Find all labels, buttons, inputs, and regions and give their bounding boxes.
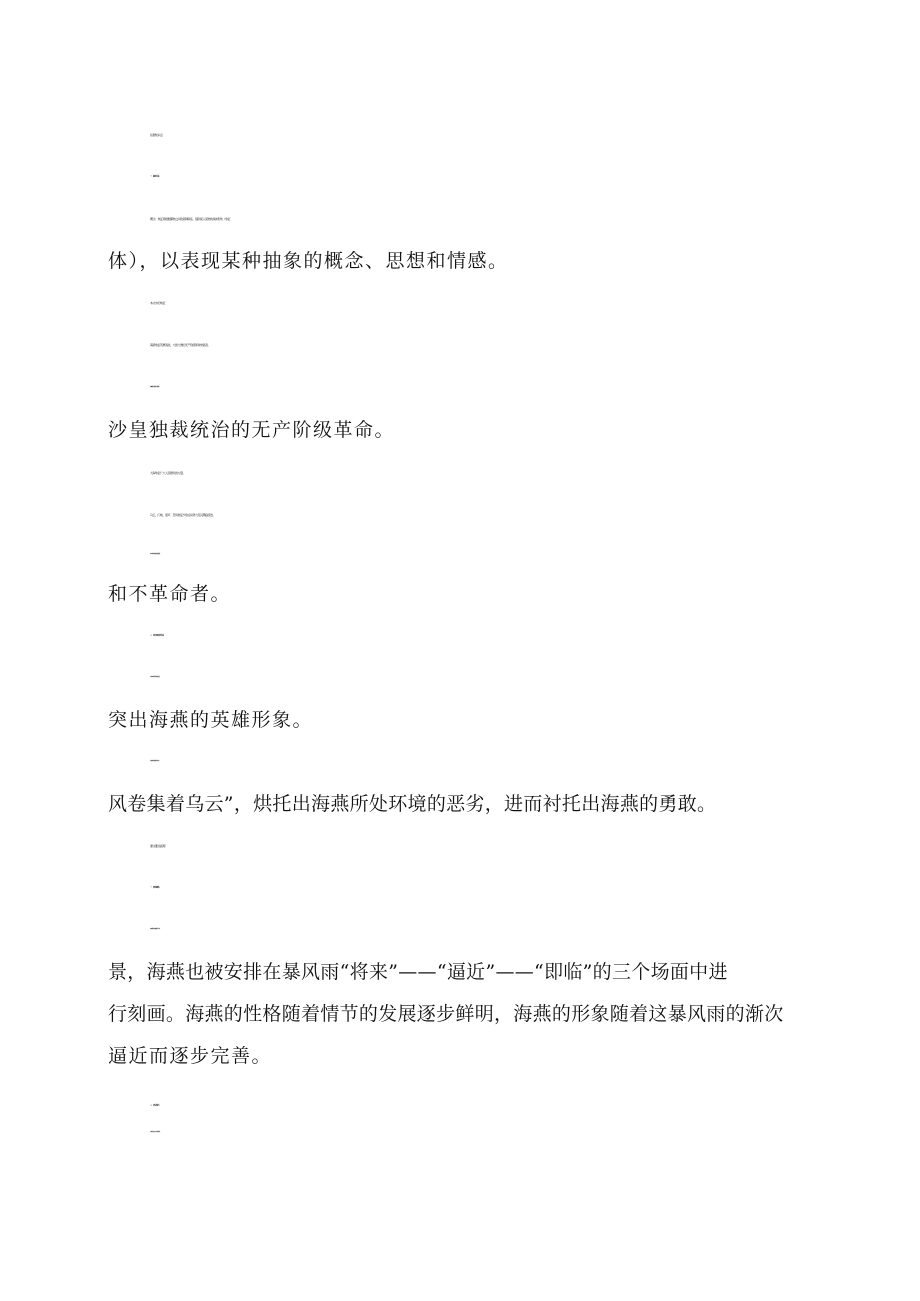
symbol-subtitle: 本文中的象征: [150, 301, 166, 305]
structure-line-4: 逼近而逐步完善。: [108, 1045, 273, 1067]
section-heading-structure: 一、结构脉络: [150, 887, 160, 889]
section-heading-symbolism: 一、象征手法: [150, 176, 160, 178]
gulls-line-1: 海鸥、海鸭、企鹅象征害怕革命会破坏他们的安乐窝的形形色色的假革命: [150, 554, 160, 555]
language-line-1: 运用大量的修辞手法，如比喻、拟人、夸张、排比等，增强语言的表现力。: [150, 1132, 160, 1133]
petrel-paragraph: 海燕象征英勇善战、大智大勇的无产阶级革命先驱者。: [150, 343, 211, 347]
structure-line-3: 行刻画。海燕的性格随着情节的发展逐步鲜明，海燕的形象随着这暴风雨的渐次: [108, 1003, 784, 1025]
concept-line-2: 体），以表现某种抽象的概念、思想和情感。: [108, 250, 509, 272]
points-title: 课文要点梳理: [150, 844, 166, 848]
foil-line-1: 烘托：通过描绘暴风雨来临前大海海面的变化，如“在苍茫的大海上，狂: [150, 761, 160, 762]
section-heading-contrast: 二、对比和烘托手法: [150, 635, 164, 637]
section-heading-language: 二、语言特色: [150, 1105, 160, 1107]
storm-line-2: 沙皇独裁统治的无产阶级革命。: [108, 419, 396, 441]
foil-line-2: 风卷集着乌云”，烘托出海燕所处环境的恶劣，进而衬托出海燕的勇敢。: [108, 793, 717, 815]
clouds-paragraph: 乌云、闪电、雷声、狂风象征沙皇反动势力及其黑暗统治。: [150, 513, 216, 517]
contrast-line-2: 突出海燕的英雄形象。: [108, 709, 314, 731]
concept-line-1: 概念：象征是根据事物之间的某种联系，借助某人某物的具体形象（象征: [150, 217, 231, 221]
sea-paragraph: 大海象征广大人民群众的力量。: [150, 471, 186, 475]
storm-line-1: 暴风雨象征1905年俄国革命前夕一触即发的革命形势，一场酝酿中的推翻: [150, 387, 159, 388]
gulls-line-2: 和不革命者。: [108, 583, 232, 605]
structure-line-1: 本文以暴风雨渐次逼近为线索，按海面景象的发展变化可分为三个大的场: [150, 929, 160, 930]
structure-line-2: 景，海燕也被安排在暴风雨“将来”——“逼近”——“即临”的三个场面中进: [108, 961, 728, 983]
contrast-line-1: 对比：把海鸥、海鸭、企鹅的胆怯、懦弱与海燕的勇敢、无畏进行对比，: [150, 677, 160, 678]
expand-title: 拓展知识点: [150, 133, 163, 137]
